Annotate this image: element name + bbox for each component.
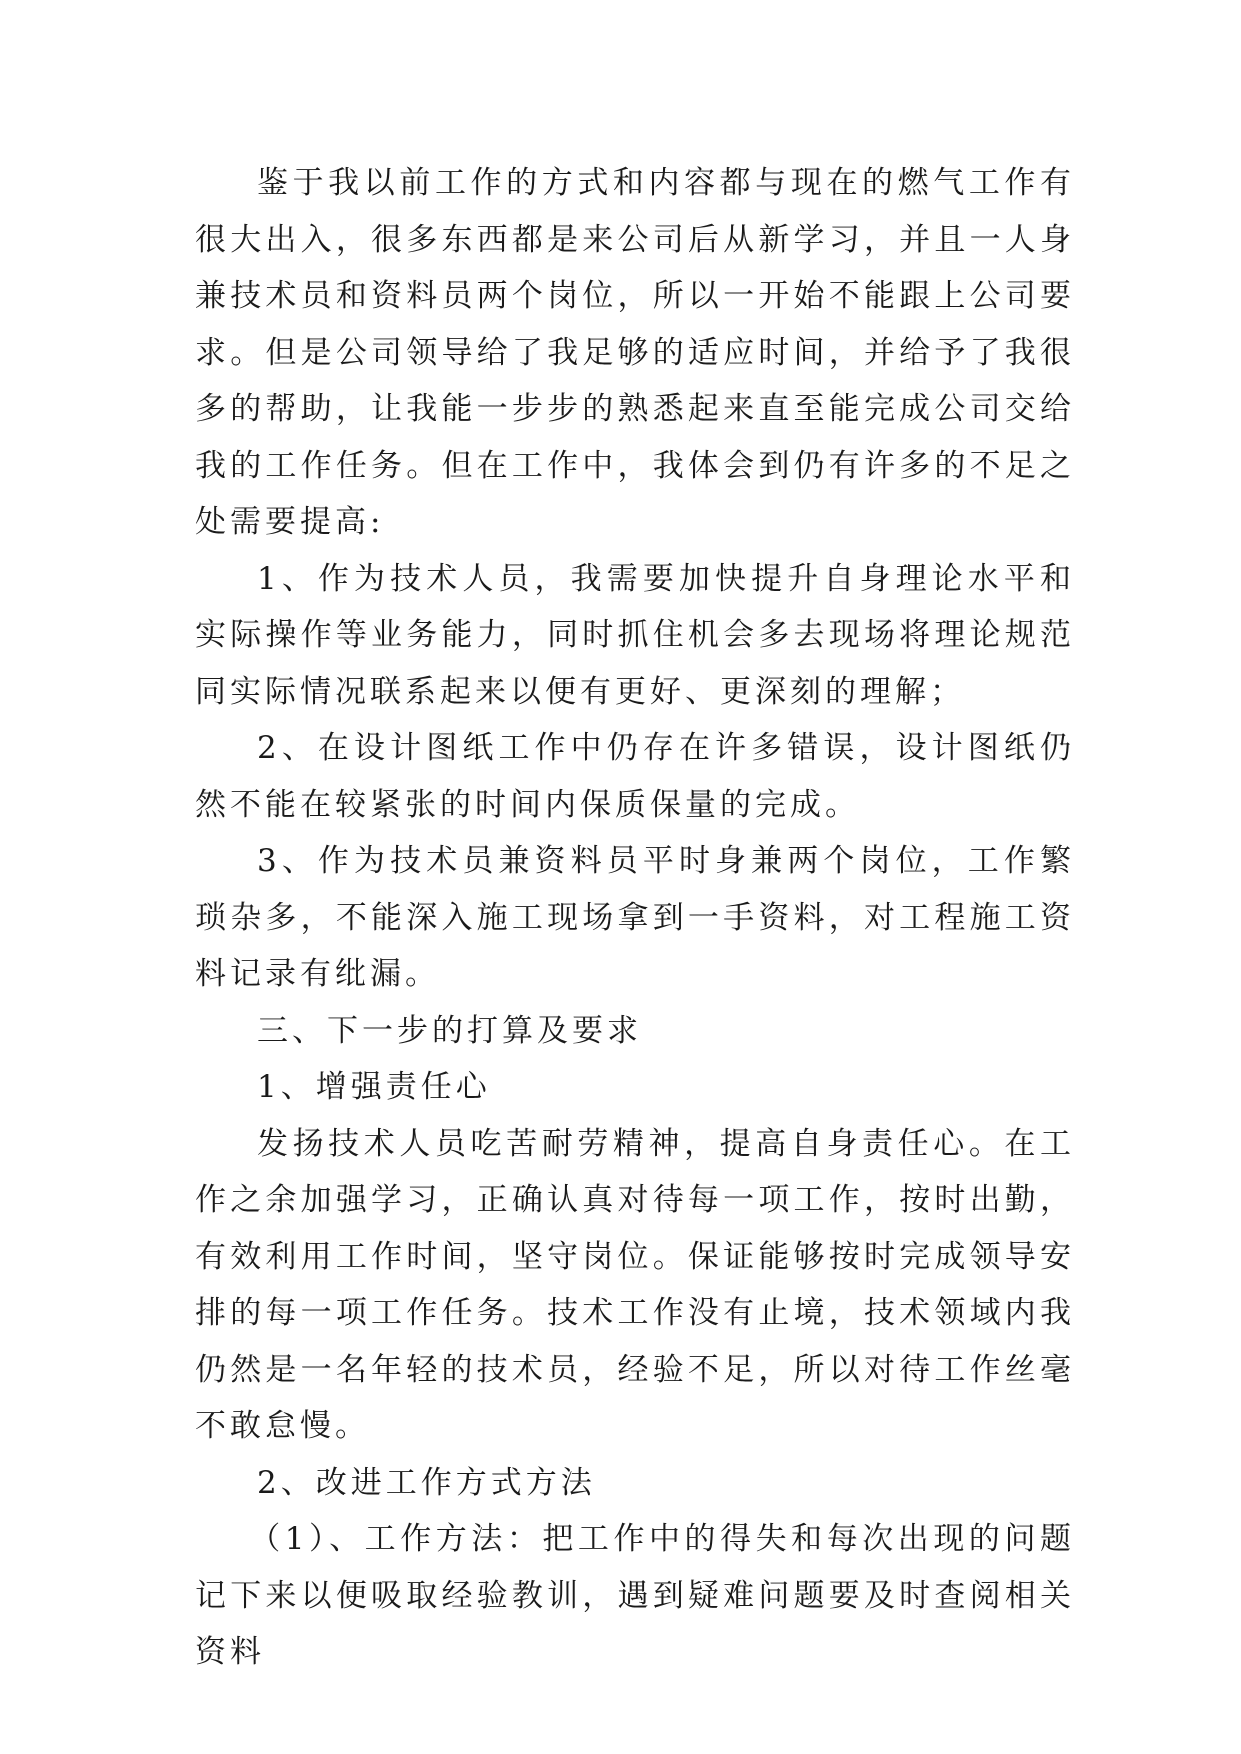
paragraph-item-1: 1、作为技术人员，我需要加快提升自身理论水平和实际操作等业务能力，同时抓住机会多去现场将理论规范同实际情况联系起来以便有更好、更深刻的理解； [195, 560, 1075, 710]
paragraph-work-method-1: （1）、工作方法：把工作中的得失和每次出现的问题记下来以便吸取经验教训，遇到疑难问题要及时查阅相关资料 [195, 1521, 1075, 1670]
subheading-work-methods: 2、改进工作方式方法 [257, 1464, 596, 1501]
section-heading-next-steps: 三、下一步的打算及要求 [257, 1012, 642, 1049]
document-body [195, 155, 1075, 1681]
paragraph-item-3: 3、作为技术员兼资料员平时身兼两个岗位，工作繁琐杂多，不能深入施工现场拿到一手资料，对工程施工资料记录有纰漏。 [195, 843, 1075, 992]
subheading-responsibility: 1、增强责任心 [257, 1069, 491, 1105]
paragraph-item-2: 2、在设计图纸工作中仍存在许多错误，设计图纸仍然不能在较紧张的时间内保质保量的完成。 [195, 730, 1075, 823]
paragraph-responsibility: 发扬技术人员吃苦耐劳精神，提高自身责任心。在工作之余加强学习，正确认真对待每一项工作，按时出勤，有效利用工作时间，坚守岗位。保证能够按时完成领导安排的每一项工作任务。技术工作没有止境，技术领域内我仍然是一名年轻的技术员，经验不足，所以对待工作丝毫不敢怠慢。 [195, 1125, 1075, 1444]
paragraph-intro: 鉴于我以前工作的方式和内容都与现在的燃气工作有很大出入，很多东西都是来公司后从新学习，并且一人身兼技术员和资料员两个岗位，所以一开始不能跟上公司要求。但是公司领导给了我足够的适应时间，并给予了我很多的帮助，让我能一步步的熟悉起来直至能完成公司交给我的工作任务。但在工作中，我体会到仍有许多的不足之处需要提高: [195, 165, 1075, 540]
